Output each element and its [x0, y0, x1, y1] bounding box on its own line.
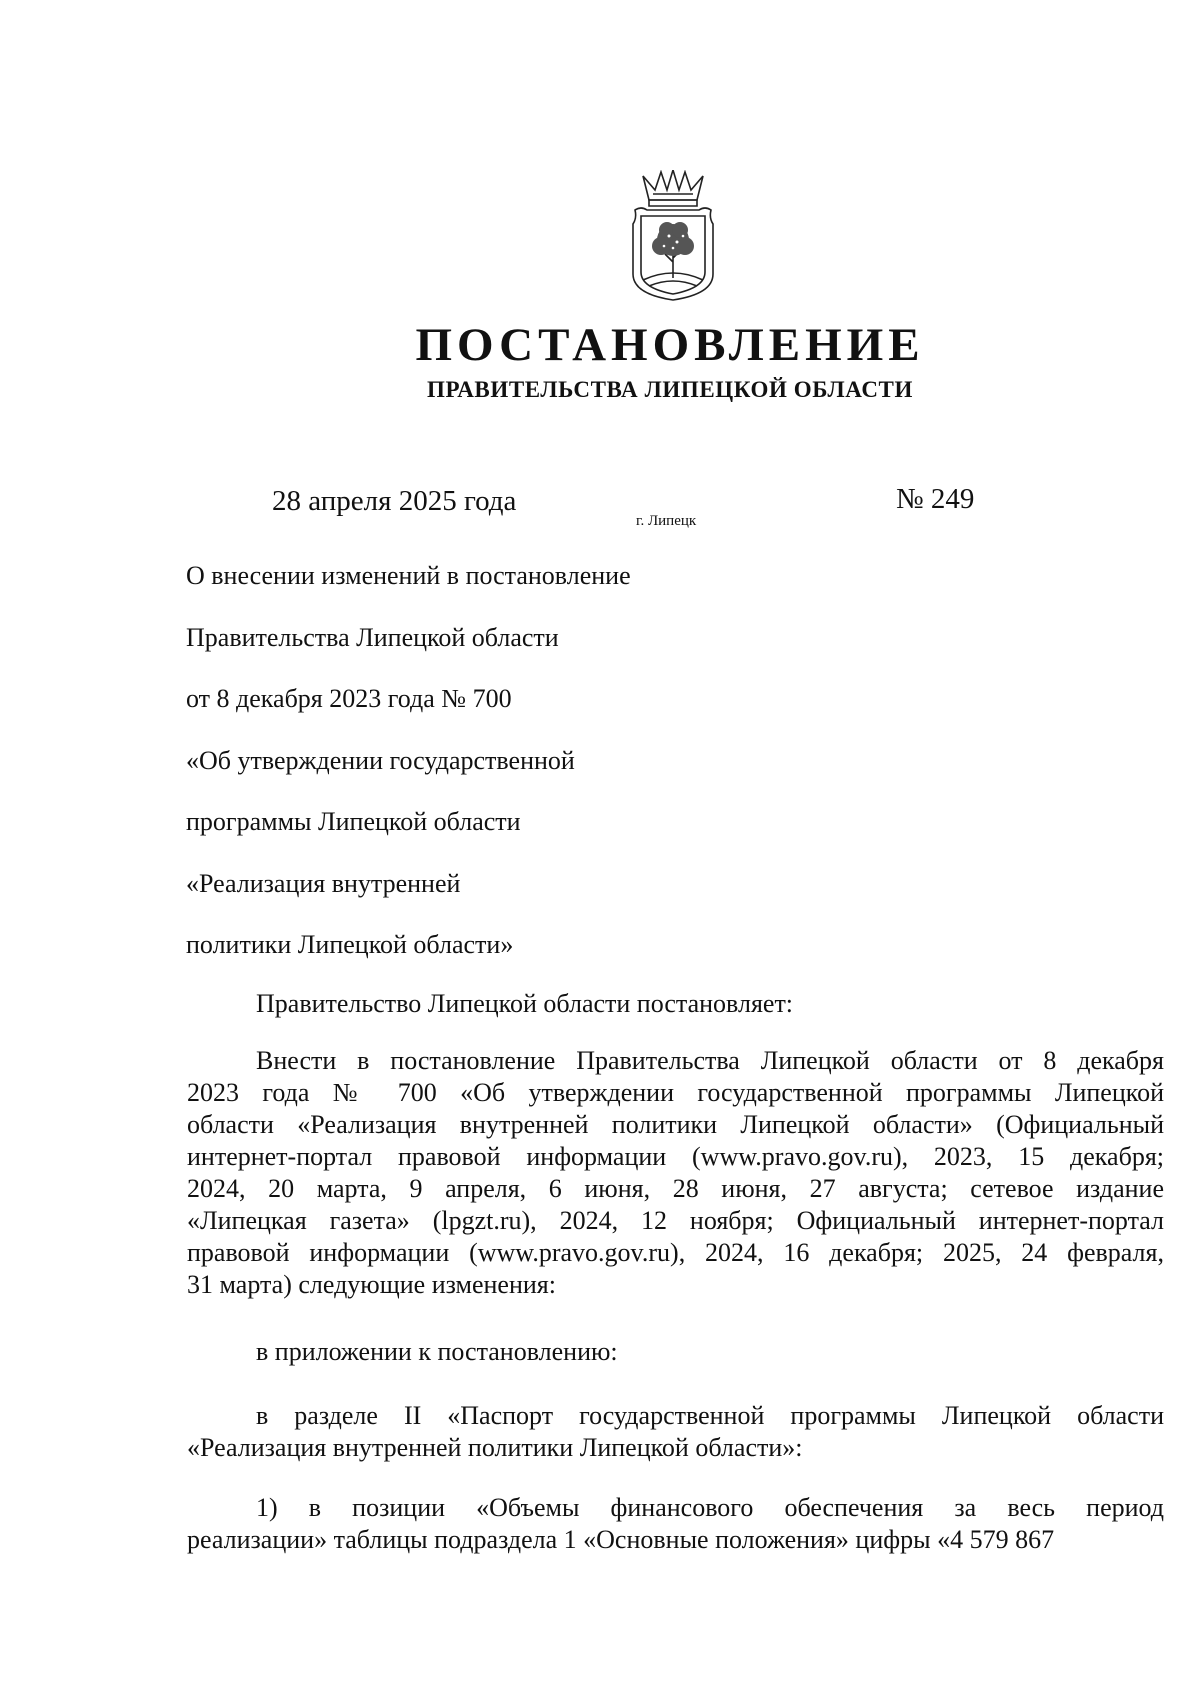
paragraph-line: 1) в позиции «Объемы финансового обеспечения за весь период: [256, 1493, 1164, 1522]
decree-paragraph: Правительство Липецкой области постановляет:: [256, 989, 794, 1018]
paragraph-line: Внести в постановление Правительства Липецкой области от 8 декабря: [256, 1046, 1164, 1075]
annex-paragraph: в приложении к постановлению:: [256, 1337, 618, 1366]
paragraph-line: «Липецкая газета» (lpgzt.ru), 2024, 12 ноября; Официальный интернет-портал: [187, 1206, 1164, 1235]
subject-line: О внесении изменений в постановление: [186, 561, 631, 590]
item-paragraph: [187, 1492, 1164, 1556]
document-date: 28 апреля 2025 года: [272, 485, 517, 517]
lipetsk-coat-of-arms-icon: [627, 170, 719, 302]
paragraph-line: реализации» таблицы подраздела 1 «Основные положения» цифры «4 579 867: [187, 1525, 1055, 1554]
subject-line: «Реализация внутренней: [186, 868, 461, 898]
subject-line: «Об утверждении государственной: [186, 745, 575, 775]
section-paragraph: [187, 1400, 1164, 1464]
paragraph-line: 31 марта) следующие изменения:: [187, 1270, 556, 1299]
paragraph-line: 2024, 20 марта, 9 апреля, 6 июня, 28 июня, 27 августа; сетевое издание: [187, 1174, 1164, 1203]
document-title: ПОСТАНОВЛЕНИЕ: [415, 319, 925, 371]
paragraph-line: правовой информации (www.pravo.gov.ru), 2024, 16 декабря; 2025, 24 февраля,: [187, 1238, 1164, 1267]
document-city: г. Липецк: [636, 513, 697, 529]
document-subject: [186, 561, 886, 992]
subject-line: Правительства Липецкой области: [186, 622, 559, 652]
paragraph-line: «Реализация внутренней политики Липецкой области»:: [187, 1433, 803, 1462]
subject-line: политики Липецкой области»: [186, 930, 514, 959]
document-number: № 249: [896, 483, 975, 515]
subject-line: от 8 декабря 2023 года № 700: [186, 684, 512, 713]
paragraph-line: в разделе II «Паспорт государственной программы Липецкой области: [256, 1401, 1164, 1430]
document-issuer: ПРАВИТЕЛЬСТВА ЛИПЕЦКОЙ ОБЛАСТИ: [427, 377, 913, 402]
paragraph-line: 2023 года № 700 «Об утверждении государственной программы Липецкой: [187, 1078, 1164, 1107]
paragraph-line: интернет-портал правовой информации (www.pravo.gov.ru), 2023, 15 декабря;: [187, 1142, 1164, 1171]
paragraph-line: области «Реализация внутренней политики Липецкой области» (Официальный: [187, 1110, 1164, 1139]
amendment-paragraph: [187, 1045, 1164, 1301]
subject-line: программы Липецкой области: [186, 807, 521, 836]
